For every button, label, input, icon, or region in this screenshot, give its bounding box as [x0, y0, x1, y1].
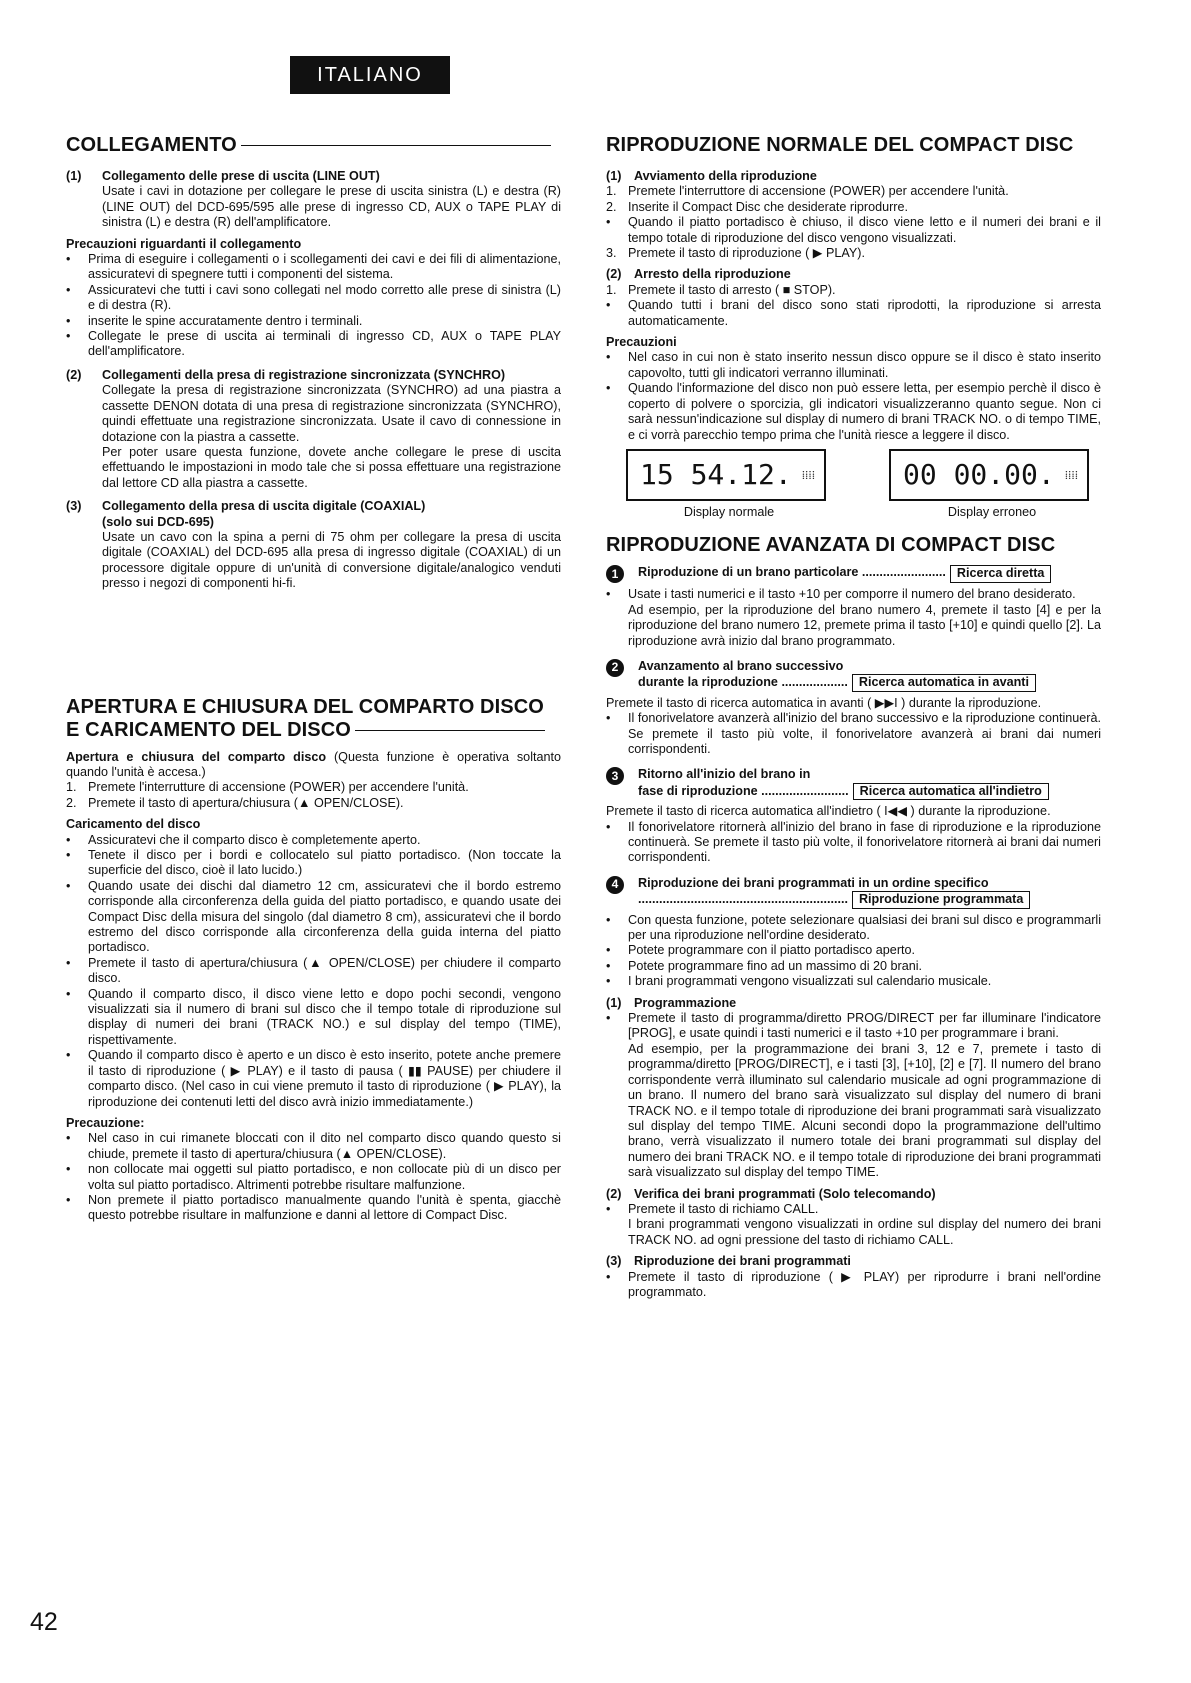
display-error-caption: Display erroneo [947, 504, 1037, 519]
subsection-riproduzione-programmati: (3) Riproduzione dei brani programmati [606, 1254, 851, 1269]
precautions-title: Precauzioni riguardanti il collegamento [66, 236, 302, 251]
number-4-icon: 4 [606, 876, 624, 894]
precauzioni-title: Precauzioni [606, 335, 677, 350]
feature-backward-search: 3 Ritorno all'inizio del brano in fase di riproduzione ......................... Ricerca automatica all'indietro Premete il tasto di ricerca automatica all'indietro ( I◀◀ ) durante la riproduzione. • Il fonorivelatore ritornerà all'inizio del brano in fase di riproduzione e la riproduzione continuerà. Se premete il tasto più volte, il fonorivelatore ritornerà ai brani dai numeri corrispondenti. [606, 767, 1101, 865]
feature-forward-search: 2 Avanzamento al brano successivo durante la riproduzione ................... Ricerca automatica in avanti Premete il tasto di ricerca automatica in avanti ( ▶▶I ) durante la riproduzione. • Il fonorivelatore avanzerà all'inizio del brano successivo e la riproduzione continuerà. Se premete il tasto più volte, il fonorivelatore avanzerà ai brani dai numeri corrispondenti. [606, 658, 1101, 756]
precauzione-list: • Nel caso in cui rimanete bloccati con il dito nel comparto disco quando questo si chiude, premete il tasto di apertura/chiusura (▲ OPEN/CLOSE). • non collocate mai oggetti sul piatto portadisco, e non collocate più di un disco per volta sul piatto portadisco. Altrimenti potrebbe risultare malfunzione. • Non premete il piatto portadisco manualmente quando l'unità è spenta, giacchè questo potrebbe risultare in malfunzione e danni al lettore di Compact Disc. [66, 1131, 561, 1223]
feature-program-play: 4 Riproduzione dei brani programmati in un ordine specifico ............................................................ Riproduzione programmata • Con questa funzione, potete selezionare qualsiasi dei brani sul disco e programmarli per una riproduzione nell'ordine desiderato. • Potete programmare con il piatto portadisco aperto. • Potete programmare fino ad un massimo di 20 brani. • I brani programmati vengono visualizzati sul calendario musicale. [606, 875, 1101, 989]
subsection-coaxial: (3) Collegamento della presa di uscita digitale (COAXIAL) (solo sui DCD-695) Usate un cavo con la spina a perni di 75 ohm per collegare la presa di uscita digitale (COAXIAL) del DCD-695 alla presa di ingresso digitale (COAXIAL) di un processore digitale oppure di un'unità di conversione digitale/analogico venduti presso i negozi di componenti hi-fi. [66, 499, 561, 591]
page-number: 42 [30, 1608, 58, 1636]
subsection-programmazione: (1) Programmazione [606, 995, 737, 1010]
avviamento-list: 1. Premete l'interruttore di accensione (POWER) per accendere l'unità. 2. Inserite il Compact Disc che desiderate riprodurre. • Quando il piatto portadisco è chiuso, il disco viene letto e il numeri dei brani e il tempo totale di riproduzione del disco vengono visualizzati. 3. Premete il tasto di riproduzione ( ▶ PLAY). [606, 184, 1101, 261]
arresto-list: 1. Premete il tasto di arresto ( ■ STOP). • Quando tutti i brani del disco sono stati riprodotti, la riproduzione si arresta automaticamente. [606, 282, 1101, 328]
subsection-verifica: (2) Verifica dei brani programmati (Solo telecomando) [606, 1186, 936, 1201]
apertura-steps: 1. Premete l'interrutture di accensione (POWER) per accendere l'unità. 2. Premete il tasto di apertura/chiusura (▲ OPEN/CLOSE). [66, 780, 469, 810]
display-normal-caption: Display normale [683, 504, 775, 519]
calendar-dots-icon: ⁞⁞⁞⁞ [1064, 467, 1079, 482]
section-title-avanzata: RIPRODUZIONE AVANZATA DI COMPACT DISC [606, 534, 1056, 557]
section-title-collegamento: COLLEGAMENTO [66, 134, 561, 157]
caricamento-title: Caricamento del disco [66, 817, 201, 832]
backward-search-label: Ricerca automatica all'indietro [853, 783, 1049, 800]
display-normal [626, 449, 832, 520]
caricamento-list: • Assicuratevi che il comparto disco è completemente aperto. • Tenete il disco per i bordi e collocatelo sul piatto portadisco. (Non toccate la superficie del disco, cioè il lato lucido.) • Quando usate dei dischi dal diametro 12 cm, assicuratevi che il bordo estremo corrisponde alla circonferenza della guida del piatto portadisco, e quando usate dei Compact Disc della misura del singolo (dal diametro 8 cm), assicuratevi che il bordo estremo del disco corrisponde alla circonferenza della guida interna del piatto portadisco. • Premete il tasto di apertura/chiusura (▲ OPEN/CLOSE) per chiudere il comparto disco. • Quando il comparto disco, il disco viene letto e dopo pochi secondi, vengono visualizzati sia il numero di brani sul disco che il tempo totale di riproduzione sul display di numeri dei brani (TRACK NO.) e sul display del tempo (TIME), rispettivamente. • Quando il comparto disco è aperto e un disco è esto inserito, potete anche premere il tasto di riproduzione ( ▶ PLAY) e il tasto di pausa ( ▮▮ PAUSE) per chiudere il comparto disco. (Nel caso in cui viene premuto il tasto di riproduzione ( ▶ PLAY), la riproduzione dei contenuti letti del disco avrà inizio immediatamente.) [66, 832, 561, 1109]
precauzione-title: Precauzione: [66, 1115, 145, 1130]
subsection-line-out: (1) Collegamento delle prese di uscita (LINE OUT) Usate i cavi in dotazione per collegare le prese di uscita sinistra (L) e destra (R) (LINE OUT) del DCD-695/595 alle prese di ingresso CD, AUX o TAPE PLAY di sinistra (L) e destra (R) dell'amplificatore. [66, 169, 561, 230]
forward-search-label: Ricerca automatica in avanti [852, 674, 1036, 691]
left-column [66, 134, 561, 1224]
precauzioni-list: • Nel caso in cui non è stato inserito nessun disco oppure se il disco è stato inserito capovolto, tutti gli indicatori verranno illuminati. • Quando l'informazione del disco non può essere letta, per esempio perchè il disco è coperto di polvere o sporcizia, gli indicatori visualizzeranno quanto segue. Non ci sarà nessun'indicazione sul display di numero di brani TRACK NO. o di tempo TIME, e ci vorrà parecchio tempo prima che l'unità riesce a leggere il disco. [606, 350, 1101, 442]
number-3-icon: 3 [606, 767, 624, 785]
display-error [889, 449, 1095, 520]
number-2-icon: 2 [606, 659, 624, 677]
program-play-label: Riproduzione programmata [852, 891, 1030, 908]
subsection-arresto: (2) Arresto della riproduzione [606, 267, 791, 282]
direct-search-label: Ricerca diretta [950, 565, 1052, 582]
section-title-normale: RIPRODUZIONE NORMALE DEL COMPACT DISC [606, 134, 1074, 156]
right-column: RIPRODUZIONE NORMALE DEL COMPACT DISC (1) Avviamento della riproduzione 1. Premete l'interruttore di accensione (POWER) per accendere l'unità. 2. Inserite il Compact Disc che desiderate riprodurre. • Quando il piatto portadisco è chiuso, il disco viene letto e il numeri dei brani e il tempo totale di riproduzione del disco vengono visualizzati. 3. Premete il tasto di riproduzione ( ▶ PLAY). (2) Arresto della riproduzione 1. Premete il tasto di arresto ( ■ STOP). • Quando tutti i brani del disco sono stati riprodotti, la riproduzione si arresta automaticamente. Precauzioni • Nel caso in cui non è stato inserito nessun disco oppure se il disco è stato inserito capovolto, tutti gli indicatori verranno illuminati. • Quando l'informazione del disco non può essere letta, per esempio perchè il disco è coperto di polvere o sporcizia, gli indicatori visualizzeranno quanto segue. Non ci sarà nessun'indicazione sul display di numero di brani TRACK NO. o di tempo TIME, e ci vorrà parecchio tempo prima che l'unità riesce a leggere il disco. 15 54.12. ⁞⁞⁞⁞ Display normale 00 00.00. ⁞⁞⁞⁞ Display erroneo RIPRODUZIONE AVANZATA DI COMPACT DISC 1 Riproduzione di un brano particolare ........................ Ricerca diretta • Usate i tasti numerici e il tasto +10 per comporre il numero del brano desiderato. Ad esempio, per la riproduzione del brano numero 4, premete il tasto [4] e per la riproduzione del brano numero 12, premete prima il tasto [+10] e quindi quello [2]. La riproduzione avrà inizio dal brano programmato. 2 Avanzamento al brano successivo durante la riproduzione ................... Ricerca automatica in avanti Premete il tasto di ricerca automatica in avanti ( ▶▶I ) durante la riproduzione. • Il fonorivelatore avanzerà all'inizio del brano successivo e la riproduzione continuerà. Se premete il tasto più volte, il fonorivelatore avanzerà ai brani dai numeri corrispondenti. 3 Ritorno all'inizio del brano in fase di riproduzione ......................... Ricerca automatica all'indietro Premete il tasto di ricerca automatica all'indietro ( I◀◀ ) durante la riproduzione. • Il fonorivelatore ritornerà all'inizio del brano in fase di riproduzione e la riproduzione continuerà. Se premete il tasto più volte, il fonorivelatore ritornerà ai brani dai numeri corrispondenti. 4 Riproduzione dei brani programmati in un ordine specifico ............................................................ Riproduzione programmata • Con questa funzione, potete selezionare qualsiasi dei brani sul disco e programmarli per una riproduzione nell'ordine desiderato. • Potete programmare con il piatto portadisco aperto. • Potete programmare fino ad un massimo di 20 brani. • I brani programmati vengono visualizzati sul calendario musicale. (1) Programmazione • Premete il tasto di programma/diretto PROG/DIRECT per far illuminare l'indicatore [PROG], e usate quindi i tasti numerici e il tasto +10 per programmare i brani. Ad esempio, per la programmazione dei brani 3, 12 e 7, premete i tasto di programma/diretto [PROG/DIRECT], e i tasti [3], [+10], [2] e [7]. Il numero del brano corrispondente verrà illuminato sul calendario musicale ad ogni programmazione di un brano. Il numero del brano sarà visualizzato sul display del numero di brani TRACK NO. e il tempo totale di riproduzione dei brani programmati sarà visualizzato sul display del tempo TIME. Alcuni secondi dopo la programmazione dell'ultimo brano, verrà visualizzato il numero totale dei brani programmati sul display del numero dei brani TRACK NO. e il tempo totale di riproduzione dei brani programmati sarà visualizzato sul display del tempo TIME. (2) Verifica dei brani programmati (Solo telecomando) • Premete il tasto di richiamo CALL. I brani programmati vengono visualizzati in ordine sul display del numero dei brani TRACK NO. ad ogni pressione del tasto di richiamo CALL. (3) Riproduzione dei brani programmati • Premete il tasto di riproduzione ( ▶ PLAY) per riprodurre i brani nell'ordine programmato. [606, 134, 1101, 1299]
apertura-intro: Apertura e chiusura del comparto disco (Questa funzione è operativa soltanto quando l'unità è accesa.) [66, 749, 561, 779]
display-normal-screen: 15 54.12. ⁞⁞⁞⁞ [626, 449, 826, 501]
language-tab: ITALIANO [290, 56, 450, 94]
section-title-apertura: APERTURA E CHIUSURA DEL COMPARTO DISCO E CARICAMENTO DEL DISCO [66, 695, 544, 741]
feature-direct-search: 1 Riproduzione di un brano particolare ........................ Ricerca diretta • Usate i tasti numerici e il tasto +10 per comporre il numero del brano desiderato. Ad esempio, per la riproduzione del brano numero 4, premete il tasto [4] e per la riproduzione del brano numero 12, premete prima il tasto [+10] e quindi quello [2]. La riproduzione avrà inizio dal brano programmato. [606, 565, 1101, 648]
subsection-avviamento: (1) Avviamento della riproduzione [606, 169, 817, 183]
display-examples [626, 449, 1095, 520]
precautions-list: • Prima di eseguire i collegamenti o i scollegamenti dei cavi e dei fili di alimentazione, assicuratevi di spegnere tutti i componenti del sistema. • Assicuratevi che tutti i cavi sono collegati nel modo corretto alle prese di sinistra (L) e di destra (R). • inserite le spine accuratamente dentro i terminali. • Collegate le prese di uscita ai terminali di ingresso CD, AUX o TAPE PLAY dell'amplificatore. [66, 252, 561, 359]
display-error-screen: 00 00.00. ⁞⁞⁞⁞ [889, 449, 1089, 501]
number-1-icon: 1 [606, 565, 624, 583]
subsection-synchro: (2) Collegamenti della presa di registrazione sincronizzata (SYNCHRO) Collegate la presa di registrazione sincronizzata (SYNCHRO) ad una piastra a cassette DENON dotata di una presa di registrazione sincronizzata (SYNCHRO), quindi effettuate una registrazione sincronizzata. Usate il cavo di connessione in dotazione con la piastra a cassette. Per poter usare questa funzione, dovete anche collegare le prese di uscita effettuando le impostazioni in modo tale che si possa effettuare una registrazione dal lettore CD alla piastra a cassette. [66, 367, 561, 490]
calendar-dots-icon: ⁞⁞⁞⁞ [801, 467, 816, 482]
